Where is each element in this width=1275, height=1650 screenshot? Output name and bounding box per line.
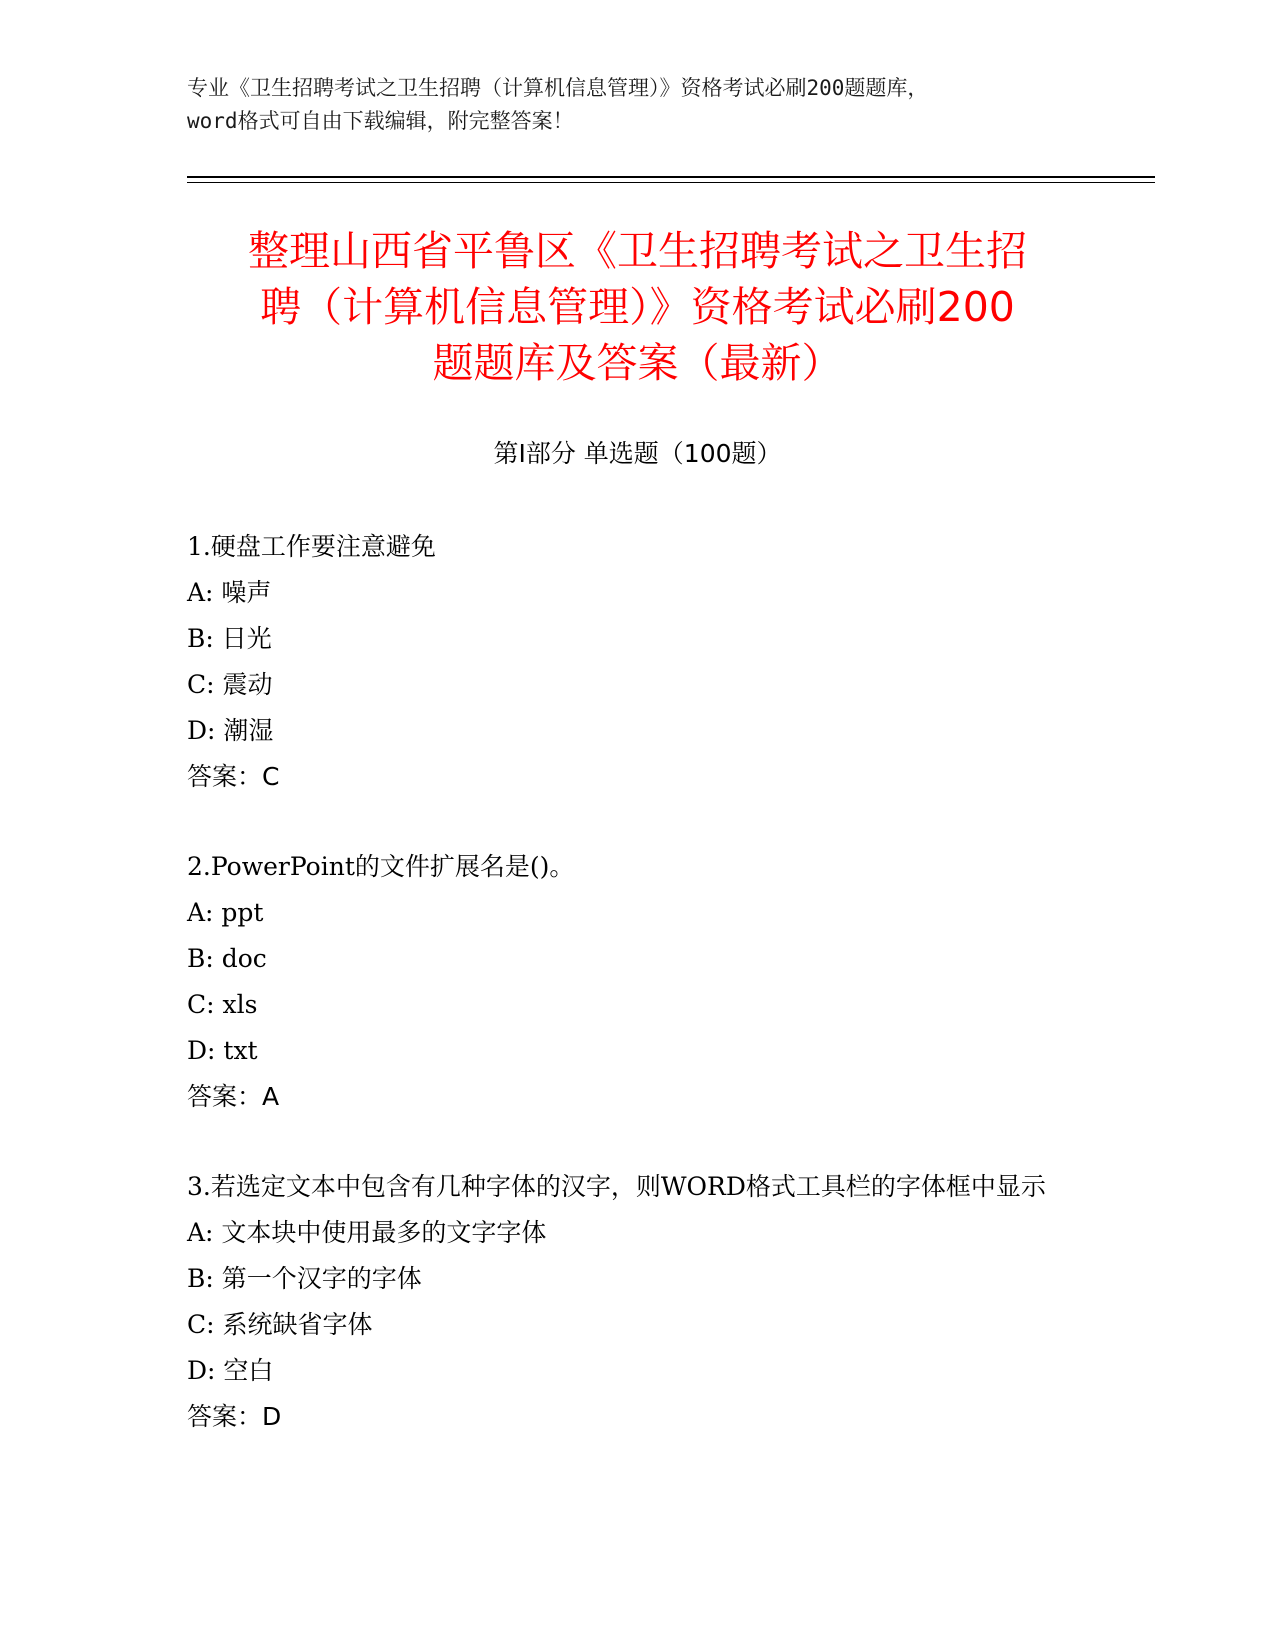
option-b: B: 第一个汉字的字体	[187, 1264, 422, 1293]
header-divider-thin	[187, 182, 1155, 183]
option-a: A: 噪声	[187, 578, 272, 607]
document-title	[160, 223, 1115, 391]
header-note-line-1: 专业《卫生招聘考试之卫生招聘（计算机信息管理）》资格考试必刷200题题库，	[187, 76, 929, 100]
document-title-line-1: 整理山西省平鲁区《卫生招聘考试之卫生招	[248, 227, 1027, 275]
document-title-line-2: 聘（计算机信息管理）》资格考试必刷200	[260, 283, 1015, 331]
question-2	[187, 844, 1087, 1120]
section-heading: 第Ⅰ部分 单选题（100题）	[493, 439, 782, 468]
question-1	[187, 524, 1087, 800]
header-note-line-2: word格式可自由下载编辑，附完整答案！	[187, 109, 574, 133]
option-a: A: 文本块中使用最多的文字字体	[187, 1218, 547, 1247]
answer: 答案：C	[187, 762, 280, 791]
answer: 答案：D	[187, 1402, 282, 1431]
option-b: B: 日光	[187, 624, 272, 653]
answer: 答案：A	[187, 1082, 280, 1111]
question-stem: 2.PowerPoint的文件扩展名是()。	[187, 852, 575, 881]
header-note	[187, 72, 1087, 138]
option-b: B: doc	[187, 944, 267, 973]
question-3	[187, 1164, 1087, 1440]
question-list	[187, 524, 1087, 1484]
header-divider-thick	[187, 176, 1155, 178]
option-c: C: 系统缺省字体	[187, 1310, 373, 1339]
option-c: C: 震动	[187, 670, 273, 699]
option-d: D: txt	[187, 1036, 258, 1065]
question-stem: 1.硬盘工作要注意避免	[187, 532, 436, 561]
option-d: D: 空白	[187, 1356, 274, 1385]
document-title-line-3: 题题库及答案（最新）	[432, 339, 843, 387]
option-c: C: xls	[187, 990, 258, 1019]
question-stem: 3.若选定文本中包含有几种字体的汉字，则WORD格式工具栏的字体框中显示	[187, 1172, 1046, 1201]
option-d: D: 潮湿	[187, 716, 274, 745]
option-a: A: ppt	[187, 898, 264, 927]
